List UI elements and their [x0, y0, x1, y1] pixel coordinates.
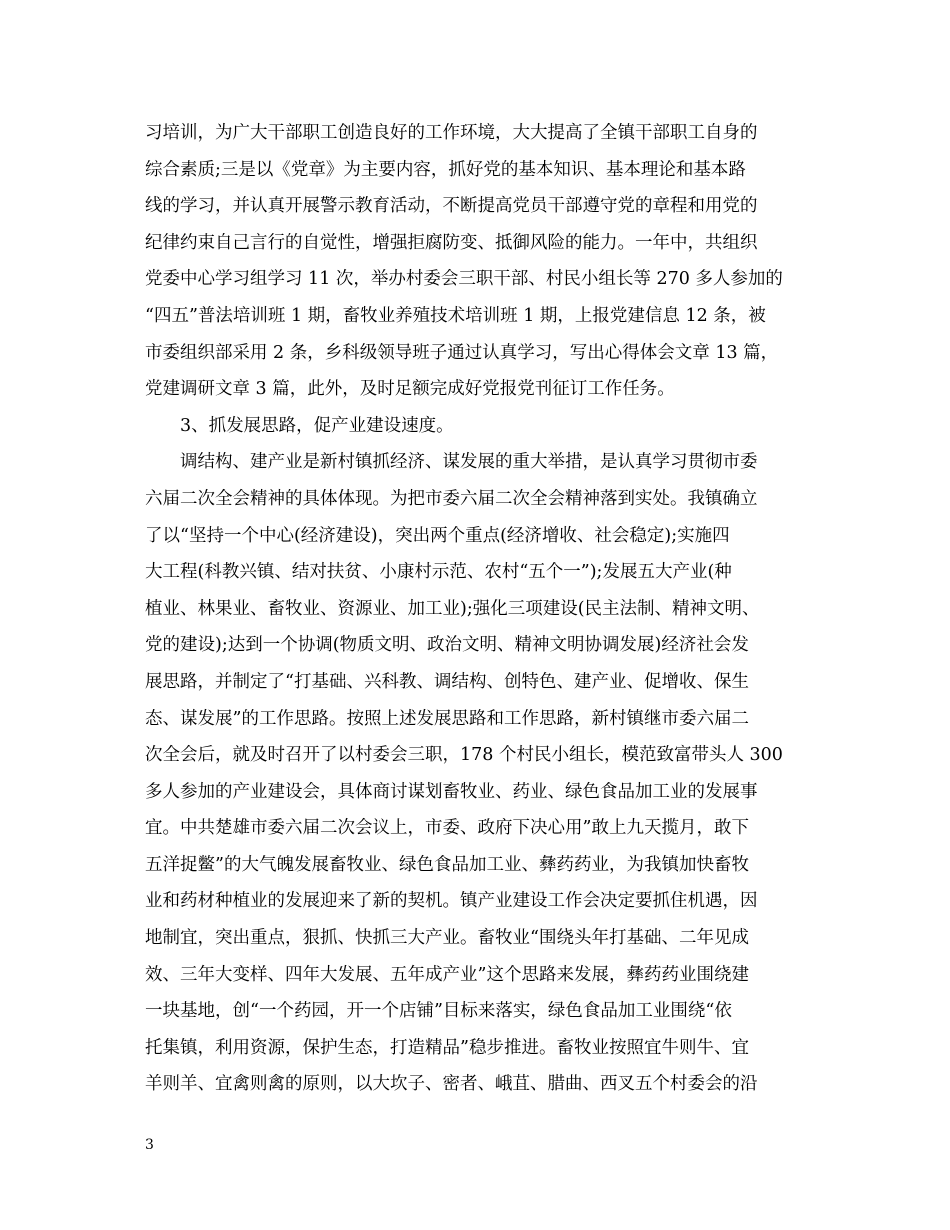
text-line: 羊则羊、宜禽则禽的原则，以大坎子、密者、峨苴、腊曲、西叉五个村委会的沿 — [145, 1074, 758, 1095]
text-line: 党的建设);达到一个协调(物质文明、政治文明、精神文明协调发展)经济社会发 — [145, 635, 749, 656]
text-line: 效、三年大变样、四年大发展、五年成产业”这个思路来发展，彝药药业围绕建 — [145, 964, 749, 985]
text-line: 次全会后，就及时召开了以村委会三职，178 个村民小组长，模范致富带头人 300 — [145, 745, 783, 766]
text-line: 党委中心学习组学习 11 次，举办村委会三职干部、村民小组长等 270 多人参加的 — [145, 269, 783, 290]
text-line: 托集镇，利用资源，保护生态，打造精品”稳步推进。畜牧业按照宜牛则牛、宜 — [145, 1037, 749, 1058]
text-line: 六届二次全会精神的具体体现。为把市委六届二次全会精神落到实处。我镇确立 — [145, 488, 758, 509]
text-line: 了以“坚持一个中心(经济建设)，突出两个重点(经济增收、社会稳定);实施四 — [145, 525, 730, 546]
text-line: 五洋捉鳖”的大气魄发展畜牧业、绿色食品加工业、彝药药业，为我镇加快畜牧 — [145, 854, 749, 875]
text-line: 态、谋发展”的工作思路。按照上述发展思路和工作思路，新村镇继市委六届二 — [145, 708, 749, 729]
text-line: 业和药材种植业的发展迎来了新的契机。镇产业建设工作会决定要抓住机遇，因 — [145, 891, 758, 912]
text-line: 纪律约束自己言行的自觉性，增强拒腐防变、抵御风险的能力。一年中，共组织 — [145, 232, 758, 253]
text-line: 多人参加的产业建设会，具体商讨谋划畜牧业、药业、绿色食品加工业的发展事 — [145, 781, 758, 802]
text-line: 大工程(科教兴镇、结对扶贫、小康村示范、农村“五个一”);发展五大产业(种 — [145, 562, 732, 583]
text-line: “四五”普法培训班 1 期，畜牧业养殖技术培训班 1 期，上报党建信息 12 条，被 — [145, 305, 766, 326]
text-line: 地制宜，突出重点，狠抓、快抓三大产业。畜牧业“围绕头年打基础、二年见成 — [145, 928, 749, 949]
text-line: 调结构、建产业是新村镇抓经济、谋发展的重大举措，是认真学习贯彻市委 — [180, 452, 758, 473]
text-line: 植业、林果业、畜牧业、资源业、加工业);强化三项建设(民主法制、精神文明、 — [145, 598, 760, 619]
text-line: 党建调研文章 3 篇，此外，及时足额完成好党报党刊征订工作任务。 — [145, 379, 675, 400]
page-number: 3 — [145, 1137, 154, 1153]
text-line: 线的学习，并认真开展警示教育活动，不断提高党员干部遵守党的章程和用党的 — [145, 196, 758, 217]
text-line: 习培训，为广大干部职工创造良好的工作环境，大大提高了全镇干部职工自身的 — [145, 123, 758, 143]
text-line: 3、抓发展思路，促产业建设速度。 — [180, 415, 454, 436]
text-line: 展思路，并制定了“打基础、兴科教、调结构、创特色、建产业、促增收、保生 — [145, 671, 749, 692]
text-line: 综合素质;三是以《党章》为主要内容，抓好党的基本知识、基本理论和基本路 — [145, 159, 746, 180]
body-text — [145, 115, 805, 1103]
text-line: 一块基地，创“一个药园，开一个店铺”目标来落实，绿色食品加工业围绕“依 — [145, 1001, 732, 1022]
text-line: 市委组织部采用 2 条，乡科级领导班子通过认真学习，写出心得体会文章 13 篇， — [145, 342, 779, 363]
text-line: 宜。中共楚雄市委六届二次会议上，市委、政府下决心用”敢上九天揽月，敢下 — [145, 818, 749, 839]
